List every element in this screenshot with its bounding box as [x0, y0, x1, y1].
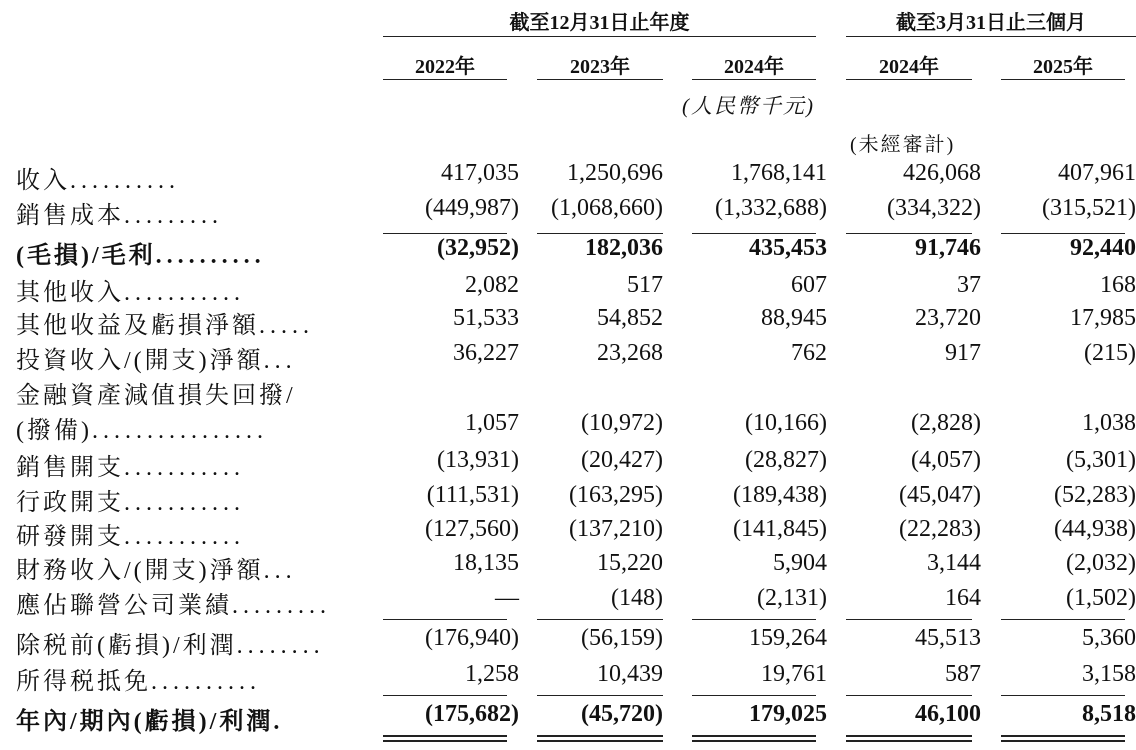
- row-value: 164: [945, 585, 981, 611]
- pretax-rule: [537, 619, 663, 620]
- row-label: [16, 410, 268, 445]
- row-value: (1,332,688): [715, 195, 827, 221]
- row-label-text: 研發開支: [16, 524, 124, 550]
- row-value: 5,904: [773, 550, 827, 576]
- row-value: 23,720: [915, 305, 981, 331]
- row-label-text: 所得税抵免: [16, 669, 151, 695]
- leader-dots: ................: [91, 418, 268, 444]
- row-label-text: 其他收益及虧損淨額: [16, 313, 259, 339]
- net-rule: [692, 695, 816, 696]
- year-header-2024-quarter: 2024年: [879, 56, 939, 78]
- row-value: (141,845): [733, 516, 827, 542]
- row-label-text: 金融資產減值損失回撥/: [16, 383, 296, 409]
- total-double-rule: [692, 735, 816, 742]
- row-value: 88,945: [761, 305, 827, 331]
- pretax-rule: [1001, 619, 1125, 620]
- leader-dots: .....: [259, 313, 314, 339]
- row-value: 1,250,696: [567, 160, 663, 186]
- row-value: 18,135: [453, 550, 519, 576]
- year-header-2025-quarter: 2025年: [1033, 56, 1093, 78]
- row-value: 417,035: [441, 160, 519, 186]
- net-rule: [846, 695, 972, 696]
- row-value: (315,521): [1042, 195, 1136, 221]
- row-value: (52,283): [1054, 482, 1136, 508]
- row-value: 2,082: [465, 272, 519, 298]
- row-value: 517: [627, 272, 663, 298]
- total-double-rule: [1001, 735, 1125, 742]
- pretax-rule: [692, 619, 816, 620]
- row-value: 1,038: [1082, 410, 1136, 436]
- row-value: (189,438): [733, 482, 827, 508]
- row-label-text: 其他收入: [16, 280, 124, 306]
- row-value: 23,268: [597, 340, 663, 366]
- row-value: 5,360: [1082, 625, 1136, 651]
- leader-dots: ...: [263, 348, 297, 374]
- pretax-rule: [846, 619, 972, 620]
- row-label-text: 年內/期內(虧損)/利潤: [16, 709, 274, 735]
- leader-dots: ..........: [151, 669, 261, 695]
- row-label-text: 銷售成本: [16, 203, 124, 229]
- row-value: 168: [1100, 272, 1136, 298]
- row-value: (20,427): [581, 447, 663, 473]
- row-value: 159,264: [749, 625, 827, 651]
- row-label: [16, 585, 331, 620]
- row-value: (10,972): [581, 410, 663, 436]
- row-value: 587: [945, 661, 981, 687]
- pretax-rule: [383, 619, 507, 620]
- row-value: (10,166): [745, 410, 827, 436]
- row-value: 435,453: [749, 235, 827, 261]
- net-rule: [383, 695, 507, 696]
- row-label-text: 收入: [16, 168, 70, 194]
- row-label-text: 除税前(虧損)/利潤: [16, 633, 237, 659]
- row-value: 1,258: [465, 661, 519, 687]
- header-rule-quarter: [846, 36, 1136, 37]
- row-label: [16, 305, 314, 340]
- row-label-text: (撥備): [16, 418, 92, 444]
- unaudited-note: (未經審計): [850, 134, 956, 156]
- total-double-rule: [846, 735, 972, 742]
- year-rule-2022: [383, 79, 507, 80]
- row-value: 51,533: [453, 305, 519, 331]
- row-value: 36,227: [453, 340, 519, 366]
- row-label: [16, 160, 180, 195]
- row-value: 426,068: [903, 160, 981, 186]
- year-rule-2024-quarter: [846, 79, 972, 80]
- row-label: [16, 482, 245, 517]
- row-value: (4,057): [911, 447, 981, 473]
- row-value: (13,931): [437, 447, 519, 473]
- row-label: [16, 340, 297, 375]
- row-label: [16, 375, 296, 410]
- row-value: 762: [791, 340, 827, 366]
- row-value: (111,531): [426, 482, 519, 508]
- row-value: 45,513: [915, 625, 981, 651]
- header-rule-annual: [383, 36, 816, 37]
- row-value: (1,502): [1066, 585, 1136, 611]
- row-value: 179,025: [749, 701, 827, 727]
- row-value: 46,100: [915, 701, 981, 727]
- row-value: 17,985: [1070, 305, 1136, 331]
- row-label: [16, 550, 297, 585]
- row-label: [16, 272, 245, 307]
- header-group-annual: 截至12月31日止年度: [509, 12, 690, 34]
- row-value: (449,987): [425, 195, 519, 221]
- row-value: (137,210): [569, 516, 663, 542]
- row-value: (5,301): [1066, 447, 1136, 473]
- row-value: 10,439: [597, 661, 663, 687]
- row-value: (1,068,660): [551, 195, 663, 221]
- leader-dots: ..........: [70, 168, 180, 194]
- row-label: [16, 235, 266, 270]
- row-value: 37: [957, 272, 981, 298]
- row-label-text: (毛損)/毛利: [16, 243, 156, 269]
- total-double-rule: [383, 735, 507, 742]
- row-value: (2,828): [911, 410, 981, 436]
- year-rule-2023: [537, 79, 663, 80]
- row-label: [16, 516, 245, 551]
- row-value: (215): [1084, 340, 1136, 366]
- row-value: (176,940): [425, 625, 519, 651]
- row-label: [16, 625, 325, 660]
- row-value: (32,952): [437, 235, 519, 261]
- leader-dots: .........: [232, 593, 331, 619]
- row-label: [16, 195, 223, 230]
- row-value: 607: [791, 272, 827, 298]
- year-header-2023: 2023年: [570, 56, 630, 78]
- row-value: (127,560): [425, 516, 519, 542]
- row-value: (163,295): [569, 482, 663, 508]
- row-value: 3,158: [1082, 661, 1136, 687]
- leader-dots: .........: [124, 203, 223, 229]
- row-value: (2,032): [1066, 550, 1136, 576]
- row-value: —: [495, 585, 519, 611]
- row-label-text: 行政開支: [16, 490, 124, 516]
- year-rule-2025-quarter: [1001, 79, 1125, 80]
- subtotal-rule: [537, 233, 663, 234]
- leader-dots: ........: [236, 633, 325, 659]
- subtotal-rule: [1001, 233, 1125, 234]
- row-value: 8,518: [1082, 701, 1136, 727]
- leader-dots: .: [273, 709, 285, 735]
- row-label: [16, 701, 284, 736]
- unit-note: (人民幣千元): [682, 94, 815, 118]
- row-value: 15,220: [597, 550, 663, 576]
- row-value: (56,159): [581, 625, 663, 651]
- leader-dots: ...........: [124, 280, 245, 306]
- leader-dots: ...........: [124, 455, 245, 481]
- row-value: (2,131): [757, 585, 827, 611]
- subtotal-rule: [383, 233, 507, 234]
- row-label-text: 銷售開支: [16, 455, 124, 481]
- year-rule-2024-annual: [692, 79, 816, 80]
- leader-dots: ...: [263, 558, 297, 584]
- row-label-text: 財務收入/(開支)淨額: [16, 558, 264, 584]
- net-rule: [1001, 695, 1125, 696]
- leader-dots: ...........: [124, 524, 245, 550]
- row-value: (334,322): [887, 195, 981, 221]
- leader-dots: ..........: [155, 243, 266, 269]
- row-value: (45,047): [899, 482, 981, 508]
- row-value: 91,746: [915, 235, 981, 261]
- row-value: 54,852: [597, 305, 663, 331]
- total-double-rule: [537, 735, 663, 742]
- row-label-text: 投資收入/(開支)淨額: [16, 348, 264, 374]
- year-header-2024-annual: 2024年: [724, 56, 784, 78]
- row-value: (148): [611, 585, 663, 611]
- row-value: 1,768,141: [731, 160, 827, 186]
- subtotal-rule: [692, 233, 816, 234]
- row-value: (44,938): [1054, 516, 1136, 542]
- row-value: (175,682): [425, 701, 519, 727]
- row-value: 182,036: [585, 235, 663, 261]
- net-rule: [537, 695, 663, 696]
- row-value: (28,827): [745, 447, 827, 473]
- row-value: 3,144: [927, 550, 981, 576]
- row-value: (45,720): [581, 701, 663, 727]
- header-group-quarter: 截至3月31日止三個月: [896, 12, 1086, 34]
- row-label: [16, 447, 245, 482]
- leader-dots: ...........: [124, 490, 245, 516]
- row-value: 917: [945, 340, 981, 366]
- row-value: 407,961: [1058, 160, 1136, 186]
- row-value: (22,283): [899, 516, 981, 542]
- year-header-2022: 2022年: [415, 56, 475, 78]
- row-label-text: 應佔聯營公司業績: [16, 593, 232, 619]
- row-value: 92,440: [1070, 235, 1136, 261]
- row-value: 1,057: [465, 410, 519, 436]
- row-value: 19,761: [761, 661, 827, 687]
- subtotal-rule: [846, 233, 972, 234]
- row-label: [16, 661, 261, 696]
